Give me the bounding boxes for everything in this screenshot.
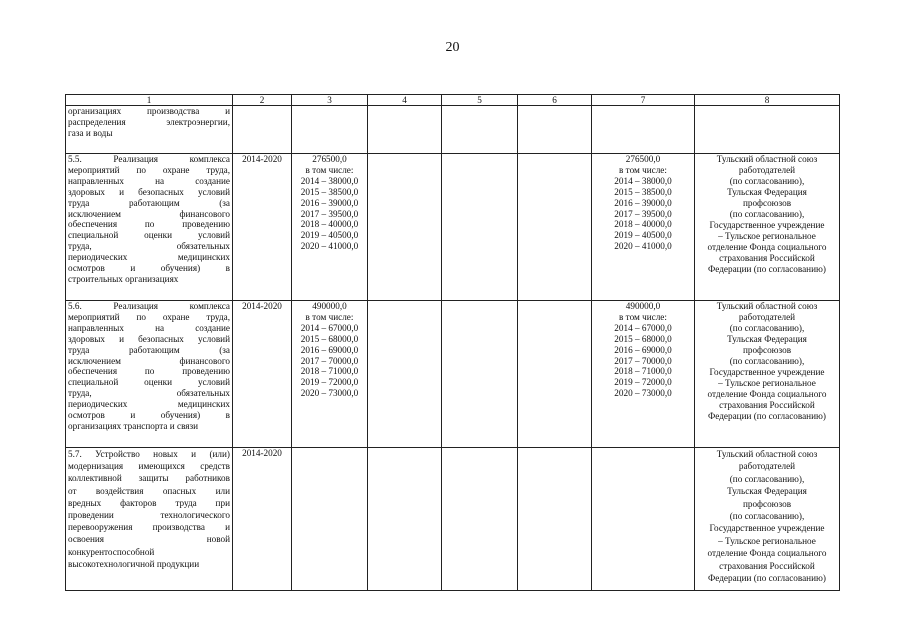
col1-line: перевооружения производства и: [68, 522, 230, 533]
table-row: [66, 301, 840, 448]
header-row: [66, 95, 840, 106]
col8-line: Тульский областной союз: [716, 154, 818, 164]
col8-line: работодателей: [738, 165, 796, 175]
col8-line: Тульский областной союз: [716, 301, 818, 311]
col3-line: 2017 – 70000,0: [300, 355, 359, 366]
col7-line: 2017 – 39500,0: [614, 208, 672, 219]
col7-line: 2017 – 70000,0: [614, 355, 672, 366]
col3-line: в том числе:: [305, 164, 354, 175]
col3-line: 2017 – 39500,0: [300, 208, 359, 219]
source-funding-cell: [592, 154, 695, 301]
period-cell: [233, 106, 292, 154]
col1-line: распределения электроэнергии,: [68, 116, 230, 127]
empty-funding-cell: [442, 106, 518, 154]
col1-line: направленных на создание: [68, 322, 230, 333]
col1-line: высокотехнологичной продукции: [68, 558, 200, 569]
empty-funding-cell: [518, 448, 592, 591]
header-cell: 7: [592, 95, 695, 106]
source-funding-cell: [592, 301, 695, 448]
empty-funding-cell: [368, 154, 442, 301]
empty-funding-cell: [368, 301, 442, 448]
col8-line: Тульская Федерация: [727, 187, 807, 197]
col7-line: 2015 – 38500,0: [614, 186, 672, 197]
measure-description-cell: [66, 154, 233, 301]
col1-line: периодических медицинских: [68, 252, 230, 263]
col1-line: вредных факторов труда при: [68, 497, 230, 508]
header-cell: 2: [233, 95, 292, 106]
period-cell: 2014-2020: [233, 448, 292, 591]
period-cell: 2014-2020: [233, 154, 292, 301]
col1-line: строительных организациях: [68, 273, 179, 284]
col8-line: (по согласованию),: [729, 323, 805, 333]
header-cell: 5: [442, 95, 518, 106]
empty-funding-cell: [442, 448, 518, 591]
page-number: 20: [445, 40, 460, 55]
col1-line: организациях транспорта и связи: [68, 420, 199, 431]
col8-line: (по согласованию),: [729, 511, 805, 522]
col1-line: исключением финансового: [68, 355, 230, 366]
col7-line: 2020 – 41000,0: [614, 241, 672, 252]
col8-line: Государственное учреждение: [709, 367, 825, 377]
col8-line: страхования Российской: [719, 253, 815, 263]
period-cell: 2014-2020: [233, 301, 292, 448]
col7-line: 2019 – 40500,0: [614, 230, 672, 241]
col8-line: – Тульское региональное: [718, 378, 816, 388]
empty-funding-cell: [442, 154, 518, 301]
col7-line: 2014 – 38000,0: [614, 175, 672, 186]
col3-line: 2018 – 40000,0: [300, 219, 359, 230]
col8-line: отделение Фонда социального: [707, 389, 827, 399]
col8-line: профсоюзов: [742, 498, 792, 509]
responsible-organizations-cell: [695, 106, 840, 154]
col8-line: Тульская Федерация: [727, 334, 807, 344]
col8-line: (по согласованию),: [729, 209, 805, 219]
empty-funding-cell: [518, 106, 592, 154]
total-funding-cell: [292, 154, 368, 301]
program-table: [65, 94, 840, 591]
col1-line: мероприятий по охране труда,: [68, 311, 230, 322]
responsible-organizations-cell: [695, 154, 840, 301]
header-cell: 1: [66, 95, 233, 106]
col1-line: 5.6. Реализация комплекса: [68, 301, 230, 311]
col8-line: профсоюзов: [742, 345, 792, 355]
col7-line: 2016 – 39000,0: [614, 197, 672, 208]
total-funding-cell: [292, 106, 368, 154]
empty-funding-cell: [368, 106, 442, 154]
responsible-organizations-cell: [695, 301, 840, 448]
col7-line: 2015 – 68000,0: [614, 333, 672, 344]
col3-line: 2020 – 73000,0: [300, 388, 359, 399]
header-cell: 3: [292, 95, 368, 106]
header-cell: 4: [368, 95, 442, 106]
col3-line: 276500,0: [312, 154, 347, 164]
col1-line: организациях производства и: [68, 106, 230, 116]
col7-line: 490000,0: [625, 301, 661, 311]
source-funding-cell: [592, 106, 695, 154]
measure-description-cell: [66, 448, 233, 591]
empty-funding-cell: [518, 301, 592, 448]
col1-line: периодических медицинских: [68, 399, 230, 410]
col8-line: – Тульское региональное: [718, 535, 816, 546]
col1-line: осмотров и обучения) в: [68, 263, 230, 274]
col7-line: 2016 – 69000,0: [614, 344, 672, 355]
col3-line: 2016 – 69000,0: [300, 344, 359, 355]
col7-line: 2019 – 72000,0: [614, 377, 672, 388]
col1-line: 5.5. Реализация комплекса: [68, 154, 230, 164]
measure-description-cell: [66, 301, 233, 448]
col1-line: конкурентоспособной: [68, 546, 155, 557]
col1-line: труда, обязательных: [68, 241, 230, 252]
col1-line: труда работающим (за: [68, 344, 230, 355]
col7-line: в том числе:: [619, 311, 667, 322]
col8-line: Федерации (по согласованию): [708, 411, 826, 421]
table-row: [66, 106, 840, 154]
col1-line: здоровых и безопасных условий: [68, 333, 230, 344]
col8-line: (по согласованию),: [729, 473, 805, 484]
col1-line: обеспечения по проведению: [68, 366, 230, 377]
col1-line: здоровых и безопасных условий: [68, 186, 230, 197]
col8-line: страхования Российской: [719, 560, 815, 571]
measure-description-cell: [66, 106, 233, 154]
col1-line: специальной оценки условий: [68, 230, 230, 241]
col8-line: работодателей: [738, 461, 796, 472]
col8-line: – Тульское региональное: [718, 231, 816, 241]
col1-line: газа и воды: [68, 127, 113, 138]
empty-funding-cell: [442, 301, 518, 448]
col1-line: обеспечения по проведению: [68, 219, 230, 230]
col7-line: 276500,0: [625, 154, 661, 164]
col3-line: 490000,0: [312, 301, 347, 311]
col7-line: 2020 – 73000,0: [614, 388, 672, 399]
col7-line: в том числе:: [619, 164, 667, 175]
col3-line: 2015 – 38500,0: [300, 186, 359, 197]
col8-line: профсоюзов: [742, 198, 792, 208]
col3-line: 2018 – 71000,0: [300, 366, 359, 377]
table-row: [66, 154, 840, 301]
col1-line: труда, обязательных: [68, 388, 230, 399]
col3-line: 2019 – 40500,0: [300, 230, 359, 241]
table-row: [66, 448, 840, 591]
col3-line: 2016 – 39000,0: [300, 197, 359, 208]
empty-funding-cell: [368, 448, 442, 591]
col1-line: от воздействия опасных или: [68, 485, 230, 496]
total-funding-cell: [292, 301, 368, 448]
col8-line: Тульский областной союз: [716, 449, 818, 459]
col8-line: Государственное учреждение: [709, 523, 825, 534]
col1-line: мероприятий по охране труда,: [68, 164, 230, 175]
col1-line: специальной оценки условий: [68, 377, 230, 388]
col7-line: 2018 – 71000,0: [614, 366, 672, 377]
col8-line: работодателей: [738, 312, 796, 322]
col1-line: проведении технологического: [68, 510, 230, 521]
col3-line: 2014 – 38000,0: [300, 175, 359, 186]
col3-line: 2019 – 72000,0: [300, 377, 359, 388]
col1-line: модернизация имеющихся средств: [68, 461, 230, 472]
col8-line: (по согласованию),: [729, 356, 805, 366]
col1-line: исключением финансового: [68, 208, 230, 219]
col8-line: Тульская Федерация: [727, 486, 807, 497]
col8-line: отделение Фонда социального: [707, 548, 827, 559]
col8-line: отделение Фонда социального: [707, 242, 827, 252]
col8-line: Федерации (по согласованию): [708, 573, 826, 584]
col8-line: Федерации (по согласованию): [708, 264, 826, 274]
col7-line: 2014 – 67000,0: [614, 322, 672, 333]
responsible-organizations-cell: [695, 448, 840, 591]
col3-line: 2014 – 67000,0: [300, 322, 359, 333]
col3-line: 2020 – 41000,0: [300, 241, 359, 252]
col1-line: осмотров и обучения) в: [68, 410, 230, 421]
col7-line: 2018 – 40000,0: [614, 219, 672, 230]
col1-line: направленных на создание: [68, 175, 230, 186]
col8-line: (по согласованию),: [729, 176, 805, 186]
header-cell: 6: [518, 95, 592, 106]
col3-line: 2015 – 68000,0: [300, 333, 359, 344]
col3-line: в том числе:: [305, 311, 354, 322]
source-funding-cell: [592, 448, 695, 591]
col1-line: освоения новой: [68, 534, 230, 545]
col1-line: коллективной защиты работников: [68, 473, 230, 484]
col8-line: Государственное учреждение: [709, 220, 825, 230]
header-cell: 8: [695, 95, 840, 106]
empty-funding-cell: [518, 154, 592, 301]
col1-line: 5.7. Устройство новых и (или): [68, 449, 230, 459]
col8-line: страхования Российской: [719, 400, 815, 410]
col1-line: труда работающим (за: [68, 197, 230, 208]
total-funding-cell: [292, 448, 368, 591]
